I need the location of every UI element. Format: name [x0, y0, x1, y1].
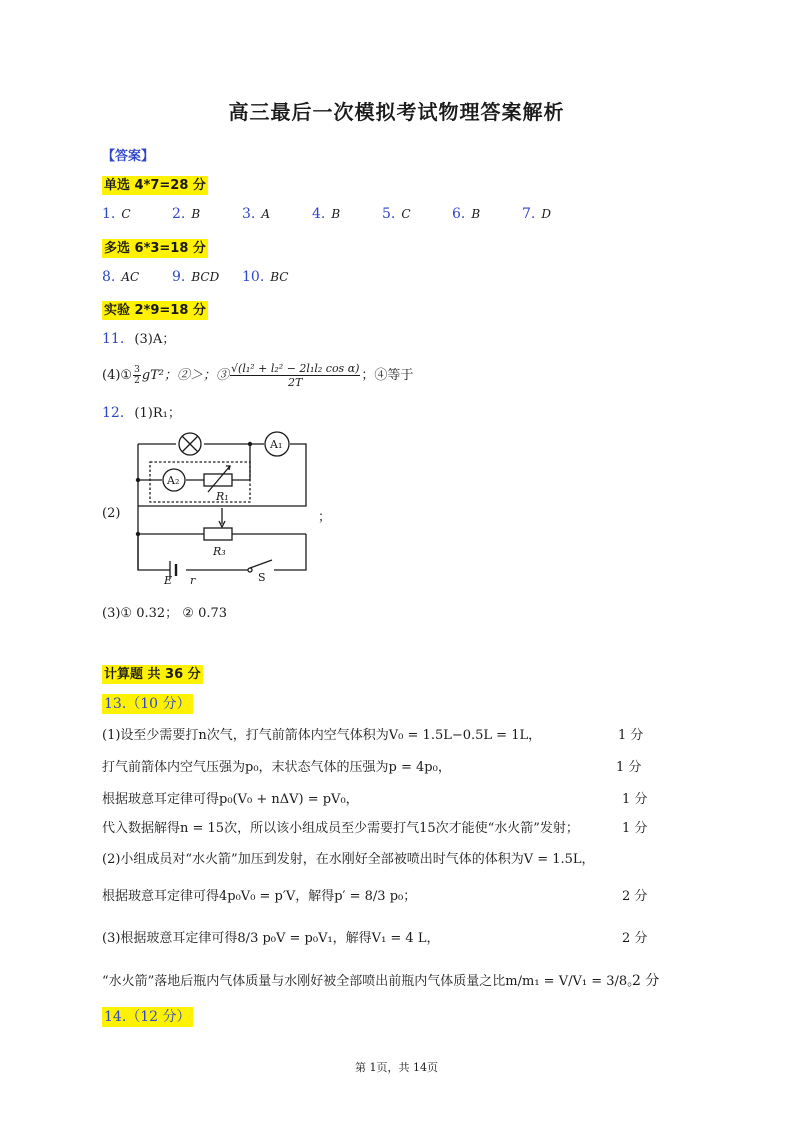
answer-item: 7. D: [522, 206, 551, 222]
calc-line: “水火箭”落地后瓶内气体质量与水刚好被全部喷出前瓶内气体质量之比m/m₁ = V/V₁ = 3/8。: [102, 974, 641, 989]
single-choice-header: 单选 4*7=28 分: [104, 178, 206, 193]
q14-header: 14.（12 分）: [104, 1009, 191, 1025]
calc-line: (2)小组成员对“水火箭”加压到发射，在水刚好全部被喷出时气体的体积为V = 1.5L，: [102, 852, 595, 867]
page-footer: 第 1页，共 14页: [355, 1061, 438, 1074]
multi-choice-header: 多选 6*3=18 分: [104, 241, 206, 256]
label-s: S: [258, 571, 266, 584]
label-r: r: [190, 574, 196, 587]
answer-item: 10. BC: [242, 269, 289, 285]
calc-line: 打气前箭体内空气压强为p₀，末状态气体的压强为p = 4p₀，: [102, 760, 451, 775]
calc-line: 根据玻意耳定律可得4p₀V₀ = p′V，解得p′ = 8/3 p₀；: [102, 889, 417, 904]
calc-line: 代入数据解得n = 15次，所以该小组成员至少需要打气15次才能使“水火箭”发射；: [102, 821, 579, 836]
answer-item: 3. A: [242, 206, 271, 222]
q12-row: 12. (1)R₁；: [102, 405, 181, 421]
score-label: 2 分: [622, 931, 648, 946]
experiment-header-row: [102, 299, 208, 318]
score-label: 2 分: [622, 889, 648, 904]
q13-header-row: [102, 693, 193, 713]
q11-part4-row: (4)① $\frac{3}{2}$ gT²；②＞；③ $\frac{\text{√(l₁² + l₂² − 2l₁l₂ cos α)}}{2T}$ ；④等于: [102, 362, 414, 389]
multi-choice-header-row: [102, 237, 208, 256]
answer-item: 1. C: [102, 206, 131, 222]
label-e: E: [164, 574, 173, 587]
resistor-r3-icon: [204, 528, 232, 540]
single-choice-answers: [102, 206, 592, 222]
q13-header: 13.（10 分）: [104, 696, 191, 712]
answer-item: 5. C: [382, 206, 411, 222]
q11-row: 11. (3)A；: [102, 331, 176, 347]
circuit-diagram: [128, 430, 318, 590]
answer-item: 4. B: [312, 206, 341, 222]
switch-icon: [250, 560, 272, 568]
answer-item: 9. BCD: [172, 269, 220, 285]
q14-header-row: [102, 1006, 193, 1026]
label-r1: R₁: [216, 490, 229, 503]
page-title: 高三最后一次模拟考试物理答案解析: [228, 100, 565, 124]
sqrt-fraction: $\frac{\text{√(l₁² + l₂² − 2l₁l₂ cos α)}}{2T}$: [231, 362, 360, 389]
q12-part2-label: (2): [102, 506, 121, 521]
label-r3: R₃: [213, 545, 226, 558]
calc-line: (3)根据玻意耳定律可得8/3 p₀V = p₀V₁，解得V₁ = 4 L，: [102, 931, 440, 946]
answer-item: 8. AC: [102, 269, 140, 285]
answer-item: 2. B: [172, 206, 201, 222]
calc-header: 计算题 共 36 分: [104, 667, 201, 682]
answer-item: 6. B: [452, 206, 481, 222]
score-label: 1 分: [618, 728, 644, 743]
score-label: 2 分: [632, 973, 660, 989]
multi-choice-answers: [102, 269, 312, 285]
label-a1: A₁: [270, 438, 283, 451]
q12-part2-end: ；: [318, 510, 332, 525]
fraction: $\frac{3}{2}$: [134, 365, 140, 386]
single-choice-header-row: [102, 174, 208, 193]
calc-line: 根据玻意耳定律可得p₀(V₀ + nΔV) = pV₀，: [102, 792, 359, 807]
score-label: 1 分: [616, 760, 642, 775]
score-label: 1 分: [622, 821, 648, 836]
label-a2: A₂: [167, 474, 180, 487]
score-label: 1 分: [622, 792, 648, 807]
experiment-header: 实验 2*9=18 分: [104, 303, 206, 318]
calc-line: (1)设至少需要打n次气，打气前箭体内空气体积为V₀ = 1.5L−0.5L = 1L，: [102, 728, 542, 743]
dashed-box: [150, 462, 250, 502]
answer-header: 【答案】: [102, 149, 155, 164]
calc-header-row: [102, 663, 203, 682]
q12-part3: (3)① 0.32； ② 0.73: [102, 606, 228, 621]
